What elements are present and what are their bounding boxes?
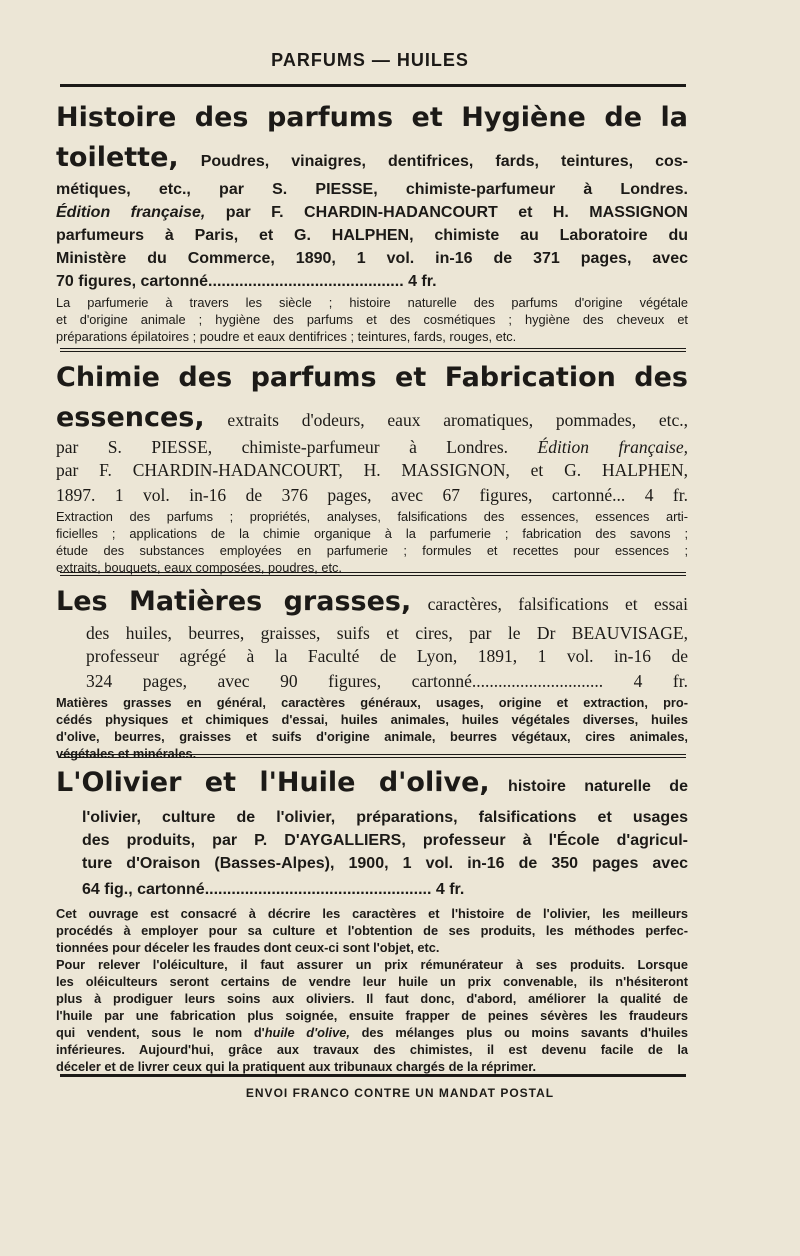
header-rule [60,84,686,87]
entry-description-line: d'olive, beurres, graisses et suifs d'origine animale, beurres végétaux, cires animales, [56,729,688,744]
entry-title: Chimie des parfums et Fabrication des [56,362,688,393]
entry-title: L'Olivier et l'Huile d'olive, histoire naturelle de [56,767,688,798]
entry-description-line: préparations épilatoires ; poudre et eaux dentifrices ; teintures, fards, rouges, etc. [56,329,517,344]
entry-text-line: professeur agrégé à la Faculté de Lyon, 1891, 1 vol. in-16 de [86,646,688,666]
entry-title: Les Matières grasses, caractères, falsifications et essai [56,586,689,617]
entry-text-line: ture d'Oraison (Basses-Alpes), 1900, 1 vol. in-16 de 350 pages avec [82,855,688,872]
entry-title-continued: essences, extraits d'odeurs, eaux aromatiques, pommades, etc., [56,402,689,433]
catalogue-entry-olivier [56,764,688,1075]
entry-price-line: 1897. 1 vol. in-16 de 376 pages, avec 67 figures, cartonné... 4 fr. [56,485,688,505]
entry-description-line: déceler et de livrer ceux qui la pratiquent aux tribunaux chargés de la réprimer. [56,1059,537,1074]
catalogue-entry-matieres-grasses [56,584,688,762]
entry-title: Histoire des parfums et Hygiène de la [56,102,688,133]
entry-description-line: Extraction des parfums ; propriétés, analyses, falsifications des essences, essences arti- [56,509,688,524]
entry-description-line: l'huile par une fabrication plus soignée, ensuite frapper de peines sévères les fraudeurs [56,1008,688,1023]
entry-description-line: Matières grasses en général, caractères généraux, usages, origine et extraction, pro- [56,695,688,710]
entry-description-line: ficielles ; applications de la chimie organique à la parfumerie ; fabrication des savons ; [56,526,688,541]
entry-price-line: 324 pages, avec 90 figures, cartonné.............................. 4 fr. [86,671,688,691]
catalogue-entry-chimie-parfums [56,358,688,576]
section-divider [60,572,686,576]
entry-description-line: procédés à employer pour sa culture et l'obtention de ses produits, les méthodes perfec- [56,923,688,938]
entry-description-line: qui vendent, sous le nom d'huile d'olive, des mélanges plus ou moins savants d'huiles [56,1025,688,1040]
entry-title-continued: toilette, Poudres, vinaigres, dentifrices, fards, teintures, cos- [56,142,689,173]
section-divider [60,754,686,758]
entry-price-line: 64 fig., cartonné................................................... 4 fr. [82,881,465,898]
entry-description-line: végétales et minérales. [56,746,197,761]
section-divider [60,348,686,352]
footer-notice: ENVOI FRANCO CONTRE UN MANDAT POSTAL [245,1086,555,1100]
entry-text-line: l'olivier, culture de l'olivier, préparations, falsifications et usages [82,809,688,826]
entry-description-line: et d'origine animale ; hygiène des parfums et des cosmétiques ; hygiène des cheveux et [56,312,688,327]
entry-description-line: inférieures. Aujourd'hui, grâce aux travaux des chimistes, il est devenu facile de la [56,1042,688,1057]
entry-description-line: extraits, bouquets, eaux composées, poudres, etc. [56,560,342,575]
entry-description-line: plus à prodiguer leurs soins aux oliviers. Il faut donc, d'abord, améliorer la qualité de [56,991,688,1006]
entry-text-line: parfumeurs à Paris, et G. HALPHEN, chimiste au Laboratoire du [56,227,688,244]
entry-description-line: étude des substances employées en parfumerie ; formules et recettes pour essences ; [56,543,688,558]
running-title: PARFUMS — HUILES [271,50,469,70]
catalogue-entry-histoire-parfums [56,98,688,345]
entry-description-line: Cet ouvrage est consacré à décrire les caractères et l'histoire de l'olivier, les meilleurs [56,906,688,921]
entry-description-line: Pour relever l'oléiculture, il faut assurer un prix rémunérateur à ses produits. Lorsque [56,957,688,972]
entry-text-line: métiques, etc., par S. PIESSE, chimiste-parfumeur à Londres. [56,181,688,198]
entry-text-line: par S. PIESSE, chimiste-parfumeur à Londres. Édition française, [56,437,688,457]
entry-text-line: par F. CHARDIN-HADANCOURT, H. MASSIGNON, et G. HALPHEN, [56,460,688,480]
entry-description-line: cédés physiques et chimiques d'essai, huiles animales, huiles végétales diverses, huiles [56,712,688,727]
entry-description-line: La parfumerie à travers les siècle ; histoire naturelle des parfums d'origine végétale [56,295,688,310]
footer-rule [60,1074,686,1077]
entry-text-line: des produits, par P. D'AYGALLIERS, professeur à l'École d'agricul- [82,832,688,849]
entry-price-line: 70 figures, cartonné............................................ 4 fr. [56,273,437,290]
entry-description-line: tionnées pour déceler les fraudes dont ceux-ci sont l'objet, etc. [56,940,440,955]
entry-text-line: Édition française, par F. CHARDIN-HADANCOURT et H. MASSIGNON [56,204,688,221]
entry-description-line: les oléiculteurs seront certains de vendre leur huile un prix convenable, ils n'hésiteront [56,974,688,989]
entry-text-line: Ministère du Commerce, 1890, 1 vol. in-16 de 371 pages, avec [56,250,688,267]
entry-text-line: des huiles, beurres, graisses, suifs et cires, par le Dr BEAUVISAGE, [86,623,688,643]
